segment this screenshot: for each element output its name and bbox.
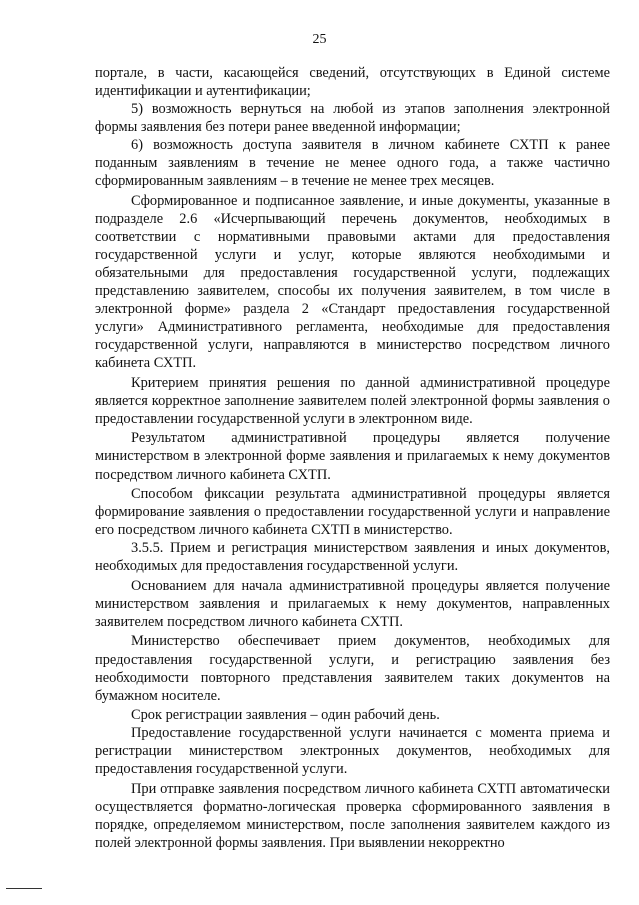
paragraph: Основанием для начала административной процедуры является получение министерством заявления и прилагаемых к нему документов, направленных заявителем посредством личного кабинета СХТП.	[95, 577, 610, 630]
paragraph: портале, в части, касающейся сведений, отсутствующих в Единой системе идентификации и аутентификации;	[95, 65, 610, 100]
paragraph: Предоставление государственной услуги начинается с момента приема и регистрации министерством электронных документов, необходимых для предоставления государственной услуги.	[95, 725, 610, 778]
paragraph: Срок регистрации заявления – один рабочий день.	[131, 707, 440, 724]
paragraph: Критерием принятия решения по данной административной процедуре является корректное заполнение заявителем полей электронной формы заявления о предоставлении государственной услуги в электронном виде.	[95, 374, 610, 427]
paragraph: Результатом административной процедуры является получение министерством в электронной форме заявления и прилагаемых к нему документов посредством личного кабинета СХТП.	[95, 430, 610, 483]
section-heading-paragraph: 3.5.5. Прием и регистрация министерством заявления и иных документов, необходимых для предоставления государственной услуги.	[95, 540, 610, 575]
footer-rule	[6, 888, 42, 889]
paragraph: Министерство обеспечивает прием документов, необходимых для предоставления государственной услуги, и регистрацию заявления без необходимости повторного представления заявителем таких документов на бумажном носителе.	[95, 633, 610, 704]
paragraph: Способом фиксации результата административной процедуры является формирование заявления о предоставлении государственной услуги и направление его посредством личного кабинета СХТП в министерство.	[95, 486, 610, 539]
paragraph: 6) возможность доступа заявителя в личном кабинете СХТП к ранее поданным заявлениям в течение не менее одного года, а также частично сформированным заявлениям – в течение не менее трех месяцев.	[95, 137, 610, 190]
page-number: 25	[312, 32, 327, 47]
paragraph: 5) возможность вернуться на любой из этапов заполнения электронной формы заявления без потери ранее введенной информации;	[95, 101, 610, 136]
paragraph: Сформированное и подписанное заявление, и иные документы, указанные в подразделе 2.6 «Исчерпывающий перечень документов, необходимых в соответствии с нормативными правовыми актами для предоставления государственной услуги и услуг, которые являются необходимыми и обязательными для предоставления государственной услуги, подлежащих представлению заявителем, способы их получения заявителем, в том числе в электронной форме» раздела 2 «Стандарт предоставления государственной услуги» Административного регламента, необходимые для предоставления государственной услуги, направляются в министерство посредством личного кабинета СХТП.	[95, 192, 610, 372]
paragraph: При отправке заявления посредством личного кабинета СХТП автоматически осуществляется форматно-логическая проверка сформированного заявления в порядке, определяемом министерством, после заполнения заявителем каждого из полей электронной формы заявления. При выявлении некорректно	[95, 780, 610, 851]
body-text	[95, 64, 610, 852]
